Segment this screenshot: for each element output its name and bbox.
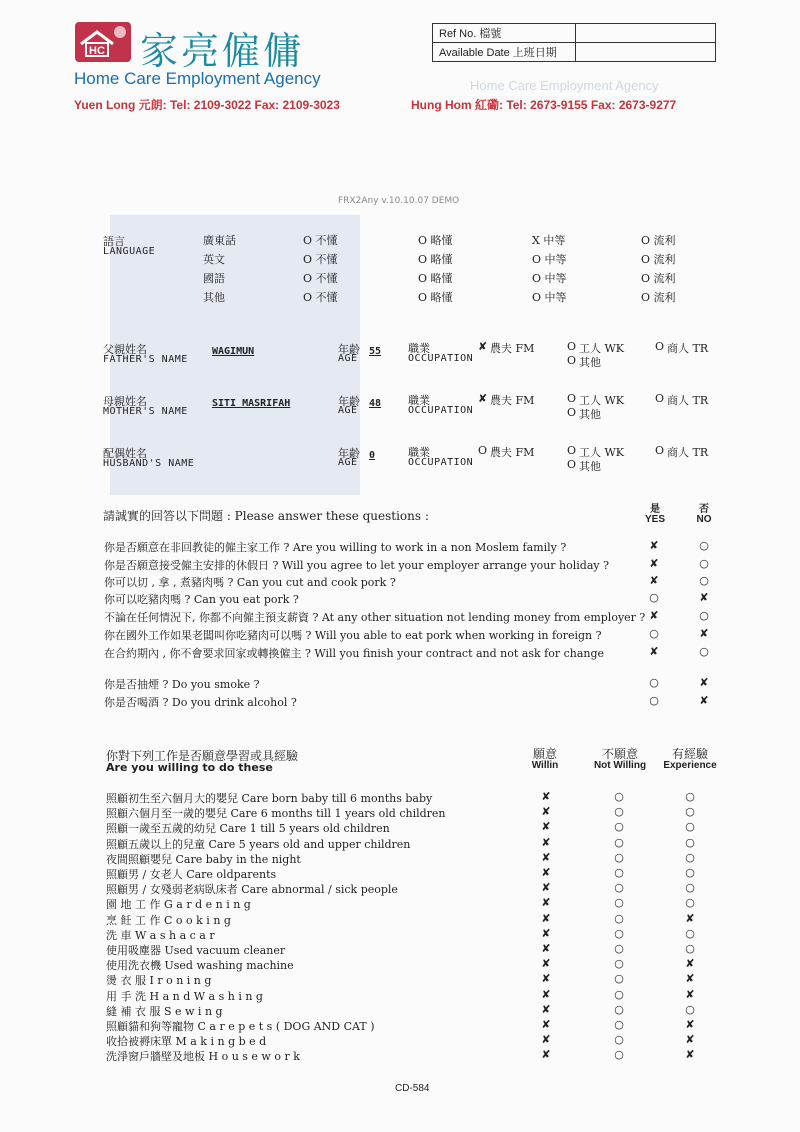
svg-text:HC: HC (89, 45, 105, 57)
agency-logo (75, 22, 131, 62)
skill-not-willing-mark: ○ (614, 850, 624, 864)
yes-header-en: YES (644, 514, 665, 525)
language-label-en: LANGUAGE (103, 246, 156, 257)
no-header-cn: 否 (699, 504, 709, 515)
father-name-value: WAGIMUN (212, 346, 255, 357)
father-farmer-mark: ✘ (478, 340, 488, 353)
skill-experience-mark: ○ (685, 926, 695, 940)
skill-willing-mark: ✘ (541, 1002, 551, 1016)
skill-willing-mark: ✘ (541, 881, 551, 895)
skill-text: 洗 車 W a s h a c a r (106, 928, 215, 942)
skill-text: 照顧一歲至五歲的幼兒 Care 1 till 5 years old children (106, 822, 390, 836)
husband-age-value: 0 (369, 450, 376, 461)
language-name: 廣東話 (203, 234, 236, 247)
skill-willing-mark: ✘ (541, 1048, 551, 1062)
reference-table (432, 23, 716, 62)
ref-no-label: Ref No. 檔號 (433, 24, 576, 43)
language-level-fluent: O 流利 (641, 234, 676, 247)
question-no-mark: ✘ (699, 627, 709, 640)
no-header-en: NO (696, 514, 712, 525)
farmer-option-label: 農夫 FM (490, 394, 535, 407)
question-no-mark: ○ (699, 574, 709, 587)
skill-not-willing-mark: ○ (614, 896, 624, 910)
skill-text: 夜間照顧嬰兒 Care baby in the night (106, 852, 301, 866)
experience-header-en: Experience (663, 760, 717, 771)
yuen-long-contact: Yuen Long 元朗: Tel: 2109-3022 Fax: 2109-3023 (74, 98, 340, 112)
skill-text: 照顧五歲以上的兒童 Care 5 years old and upper children (106, 837, 411, 851)
language-name: 其他 (203, 291, 225, 304)
skill-experience-mark: ○ (685, 835, 695, 849)
trader-option-label: 商人 TR (667, 394, 709, 407)
skill-not-willing-mark: ○ (614, 957, 624, 971)
demo-watermark: FRX2Any v.10.10.07 DEMO (338, 196, 460, 206)
father-label-cn: 父親姓名 (103, 343, 147, 356)
trader-option-label: 商人 TR (667, 342, 709, 355)
skill-willing-mark: ✘ (541, 972, 551, 986)
skill-not-willing-mark: ○ (614, 1033, 624, 1047)
skill-not-willing-mark: ○ (614, 1002, 624, 1016)
occupation-label-cn: 職業 (408, 394, 430, 407)
occupation-label-en: OCCUPATION (408, 405, 474, 416)
skill-not-willing-mark: ○ (614, 1048, 624, 1062)
skill-willing-mark: ✘ (541, 850, 551, 864)
farmer-option-label: 農夫 FM (490, 342, 535, 355)
skill-not-willing-mark: ○ (614, 942, 624, 955)
father-age-value: 55 (369, 346, 382, 357)
brand-name-english: Home Care Employment Agency (74, 69, 321, 88)
hung-hom-contact: Hung Hom 紅磡: Tel: 2673-9155 Fax: 2673-9277 (411, 98, 677, 112)
mother-worker-mark: O (567, 392, 577, 405)
mother-age-value: 48 (369, 398, 382, 409)
skill-not-willing-mark: ○ (614, 926, 624, 940)
other-option-label: 其他 (579, 460, 601, 473)
skill-experience-mark: ✘ (685, 987, 695, 1001)
mother-label-en: MOTHER'S NAME (103, 406, 188, 417)
question-yes-mark: ✘ (649, 539, 659, 552)
occupation-label-cn: 職業 (408, 446, 430, 459)
skill-willing-mark: ✘ (541, 820, 551, 834)
experience-header-cn: 有經驗 (671, 747, 708, 761)
skill-text: 用 手 洗 H a n d W a s h i n g (106, 989, 263, 1003)
father-other-mark: O (567, 354, 577, 367)
age-label-en: AGE (338, 457, 358, 468)
skill-text: 收拾被褥床單 M a k i n g b e d (106, 1035, 267, 1049)
skills-heading-en: Are you willing to do these (106, 761, 273, 774)
willing-header-cn: 願意 (532, 747, 557, 761)
question-yes-mark: ✘ (649, 609, 659, 622)
skill-willing-mark: ✘ (541, 866, 551, 879)
skill-text: 燙 衣 服 I r o n i n g (106, 974, 212, 988)
language-level-little: O 略懂 (418, 253, 453, 266)
language-level-little: O 略懂 (418, 234, 453, 247)
skill-experience-mark: ✘ (685, 957, 695, 971)
mother-label-cn: 母親姓名 (103, 395, 147, 408)
husband-farmer-mark: O (478, 444, 488, 457)
skill-text: 使用洗衣機 Used washing machine (106, 959, 294, 973)
available-date-value (576, 43, 716, 62)
question-text: 你可以切 , 拿 , 煮豬肉嗎 ? Can you cut and cook pork ? (104, 576, 396, 589)
question-text: 你可以吃豬肉嗎 ? Can you eat pork ? (104, 593, 299, 606)
skill-text: 照顧男 / 女老人 Care oldparents (106, 868, 277, 881)
language-level-medium: O 中等 (532, 253, 567, 266)
husband-other-mark: O (567, 458, 577, 471)
language-name: 英文 (203, 253, 225, 266)
worker-option-label: 工人 WK (579, 394, 625, 407)
other-option-label: 其他 (579, 356, 601, 369)
skill-experience-mark: ○ (685, 1002, 695, 1016)
language-level-medium: O 中等 (532, 272, 567, 285)
question-text: 你在國外工作如果老闆叫你吃豬肉可以嗎 ? Will you able to eat pork when working in foreign ? (104, 629, 602, 642)
skill-willing-mark: ✘ (541, 896, 551, 910)
skill-experience-mark: ○ (685, 805, 695, 819)
skill-not-willing-mark: ○ (614, 790, 624, 803)
question-yes-mark: ○ (649, 694, 659, 707)
skill-willing-mark: ✘ (541, 911, 551, 925)
skill-willing-mark: ✘ (541, 942, 551, 955)
not-willing-header-cn: 不願意 (601, 747, 638, 761)
skill-experience-mark: ○ (685, 820, 695, 834)
skill-experience-mark: ✘ (685, 1048, 695, 1062)
language-level-none: O 不懂 (303, 234, 338, 247)
farmer-option-label: 農夫 FM (490, 446, 535, 459)
skill-willing-mark: ✘ (541, 987, 551, 1001)
question-no-mark: ✘ (699, 694, 709, 707)
skill-willing-mark: ✘ (541, 1033, 551, 1047)
trader-option-label: 商人 TR (667, 446, 709, 459)
language-level-none: O 不懂 (303, 253, 338, 266)
husband-worker-mark: O (567, 444, 577, 457)
language-level-little: O 略懂 (418, 291, 453, 304)
occupation-label-cn: 職業 (408, 342, 430, 355)
question-yes-mark: ✘ (649, 645, 659, 658)
question-text: 你是否喝酒 ? Do you drink alcohol ? (104, 696, 297, 709)
skill-not-willing-mark: ○ (614, 972, 624, 986)
mother-farmer-mark: ✘ (478, 392, 488, 405)
question-text: 你是否願意在非回教徒的僱主家工作 ? Are you willing to work in a non Moslem family ? (104, 541, 567, 554)
questions-heading: 請誠實的回答以下問題 : Please answer these questions : (103, 509, 429, 523)
skill-text: 照顧貓和狗等寵物 C a r e p e t s ( DOG AND CAT ) (106, 1020, 375, 1033)
bleed-through-text: Home Care Employment Agency (470, 78, 659, 93)
yes-header-cn: 是 (650, 504, 660, 515)
skill-text: 照顧初生至六個月大的嬰兒 Care born baby till 6 months baby (106, 792, 433, 805)
skill-experience-mark: ○ (685, 942, 695, 955)
bleed-through-paragraph (80, 132, 720, 204)
occupation-label-en: OCCUPATION (408, 353, 474, 364)
skill-text: 烹 飪 工 作 C o o k i n g (106, 913, 231, 927)
skill-text: 使用吸塵器 Used vacuum cleaner (106, 944, 286, 957)
question-yes-mark: ○ (649, 627, 659, 640)
question-yes-mark: ✘ (649, 574, 659, 587)
age-label-cn: 年齡 (338, 395, 360, 408)
ref-no-value (576, 24, 716, 43)
skill-not-willing-mark: ○ (614, 820, 624, 834)
question-yes-mark: ○ (649, 591, 659, 604)
question-text: 你是否抽煙 ? Do you smoke ? (104, 678, 260, 691)
language-level-medium: X 中等 (532, 234, 566, 247)
question-no-mark: ✘ (699, 591, 709, 604)
language-level-little: O 略懂 (418, 272, 453, 285)
skill-not-willing-mark: ○ (614, 835, 624, 849)
question-no-mark: ○ (699, 557, 709, 570)
skill-not-willing-mark: ○ (614, 1018, 624, 1031)
mother-other-mark: O (567, 406, 577, 419)
question-yes-mark: ○ (649, 676, 659, 689)
father-worker-mark: O (567, 340, 577, 353)
husband-label-cn: 配偶姓名 (103, 447, 147, 460)
not-willing-header-en: Not Willing (593, 760, 647, 771)
brand-name-chinese: 家亮僱傭 (140, 29, 305, 73)
language-level-fluent: O 流利 (641, 291, 676, 304)
occupation-label-en: OCCUPATION (408, 457, 474, 468)
skill-experience-mark: ✘ (685, 1033, 695, 1047)
skill-experience-mark: ○ (685, 790, 695, 803)
skill-text: 照顧六個月至一歲的嬰兒 Care 6 months till 1 years old children (106, 807, 446, 821)
worker-option-label: 工人 WK (579, 446, 625, 459)
mother-name-value: SITI MASRIFAH (212, 398, 291, 409)
language-label-cn: 語言 (103, 235, 125, 248)
skill-experience-mark: ○ (685, 850, 695, 864)
available-date-label: Available Date 上班日期 (433, 43, 576, 62)
language-level-fluent: O 流利 (641, 253, 676, 266)
skill-willing-mark: ✘ (541, 835, 551, 849)
worker-option-label: 工人 WK (579, 342, 625, 355)
language-level-none: O 不懂 (303, 291, 338, 304)
age-label-cn: 年齡 (338, 343, 360, 356)
house-logo-icon (75, 22, 131, 62)
language-level-none: O 不懂 (303, 272, 338, 285)
language-level-fluent: O 流利 (641, 272, 676, 285)
skill-not-willing-mark: ○ (614, 881, 624, 895)
age-label-en: AGE (338, 405, 358, 416)
mother-trader-mark: O (655, 392, 665, 405)
skill-experience-mark: ✘ (685, 911, 695, 925)
language-name: 國語 (203, 272, 225, 285)
skill-experience-mark: ○ (685, 896, 695, 910)
question-text: 在合約期內 , 你不會要求回家或轉換僱主 ? Will you finish your contract and not ask for change (104, 647, 605, 660)
husband-trader-mark: O (655, 444, 665, 457)
question-no-mark: ○ (699, 645, 709, 658)
skill-experience-mark: ○ (685, 881, 695, 895)
skill-not-willing-mark: ○ (614, 987, 624, 1001)
skill-not-willing-mark: ○ (614, 805, 624, 819)
question-no-mark: ✘ (699, 676, 709, 689)
skill-experience-mark: ✘ (685, 972, 695, 986)
skill-text: 園 地 工 作 G a r d e n i n g (106, 898, 251, 912)
skill-willing-mark: ✘ (541, 1018, 551, 1031)
father-trader-mark: O (655, 340, 665, 353)
age-label-cn: 年齡 (338, 447, 360, 460)
skill-willing-mark: ✘ (541, 790, 551, 803)
question-no-mark: ○ (699, 609, 709, 622)
age-label-en: AGE (338, 353, 358, 364)
skill-willing-mark: ✘ (541, 805, 551, 819)
skill-willing-mark: ✘ (541, 957, 551, 971)
skill-text: 照顧男 / 女殘弱老病臥床者 Care abnormal / sick people (106, 883, 398, 897)
other-option-label: 其他 (579, 408, 601, 421)
willing-header-en: Willin (531, 760, 559, 771)
question-no-mark: ○ (699, 539, 709, 552)
skill-not-willing-mark: ○ (614, 911, 624, 925)
form-code: CD-584 (395, 1083, 430, 1094)
question-text: 不論在任何情況下, 你都不向僱主預支薪資 ? At any other situation not lending money from employer ? (104, 611, 646, 624)
skill-text: 洗淨窗戶牆壁及地板 H o u s e w o r k (106, 1050, 300, 1064)
skill-experience-mark: ○ (685, 866, 695, 879)
question-text: 你是否願意接受僱主安排的休假日 ? Will you agree to let your employer arrange your holiday ? (104, 559, 609, 572)
skill-not-willing-mark: ○ (614, 866, 624, 879)
skill-text: 縫 補 衣 服 S e w i n g (106, 1004, 223, 1018)
father-label-en: FATHER'S NAME (103, 354, 188, 365)
skill-experience-mark: ✘ (685, 1018, 695, 1031)
skill-willing-mark: ✘ (541, 926, 551, 940)
language-level-medium: O 中等 (532, 291, 567, 304)
husband-label-en: HUSBAND'S NAME (103, 458, 195, 469)
question-yes-mark: ✘ (649, 557, 659, 570)
skills-heading-cn: 你對下列工作是否願意學習或具經驗 (106, 749, 299, 763)
